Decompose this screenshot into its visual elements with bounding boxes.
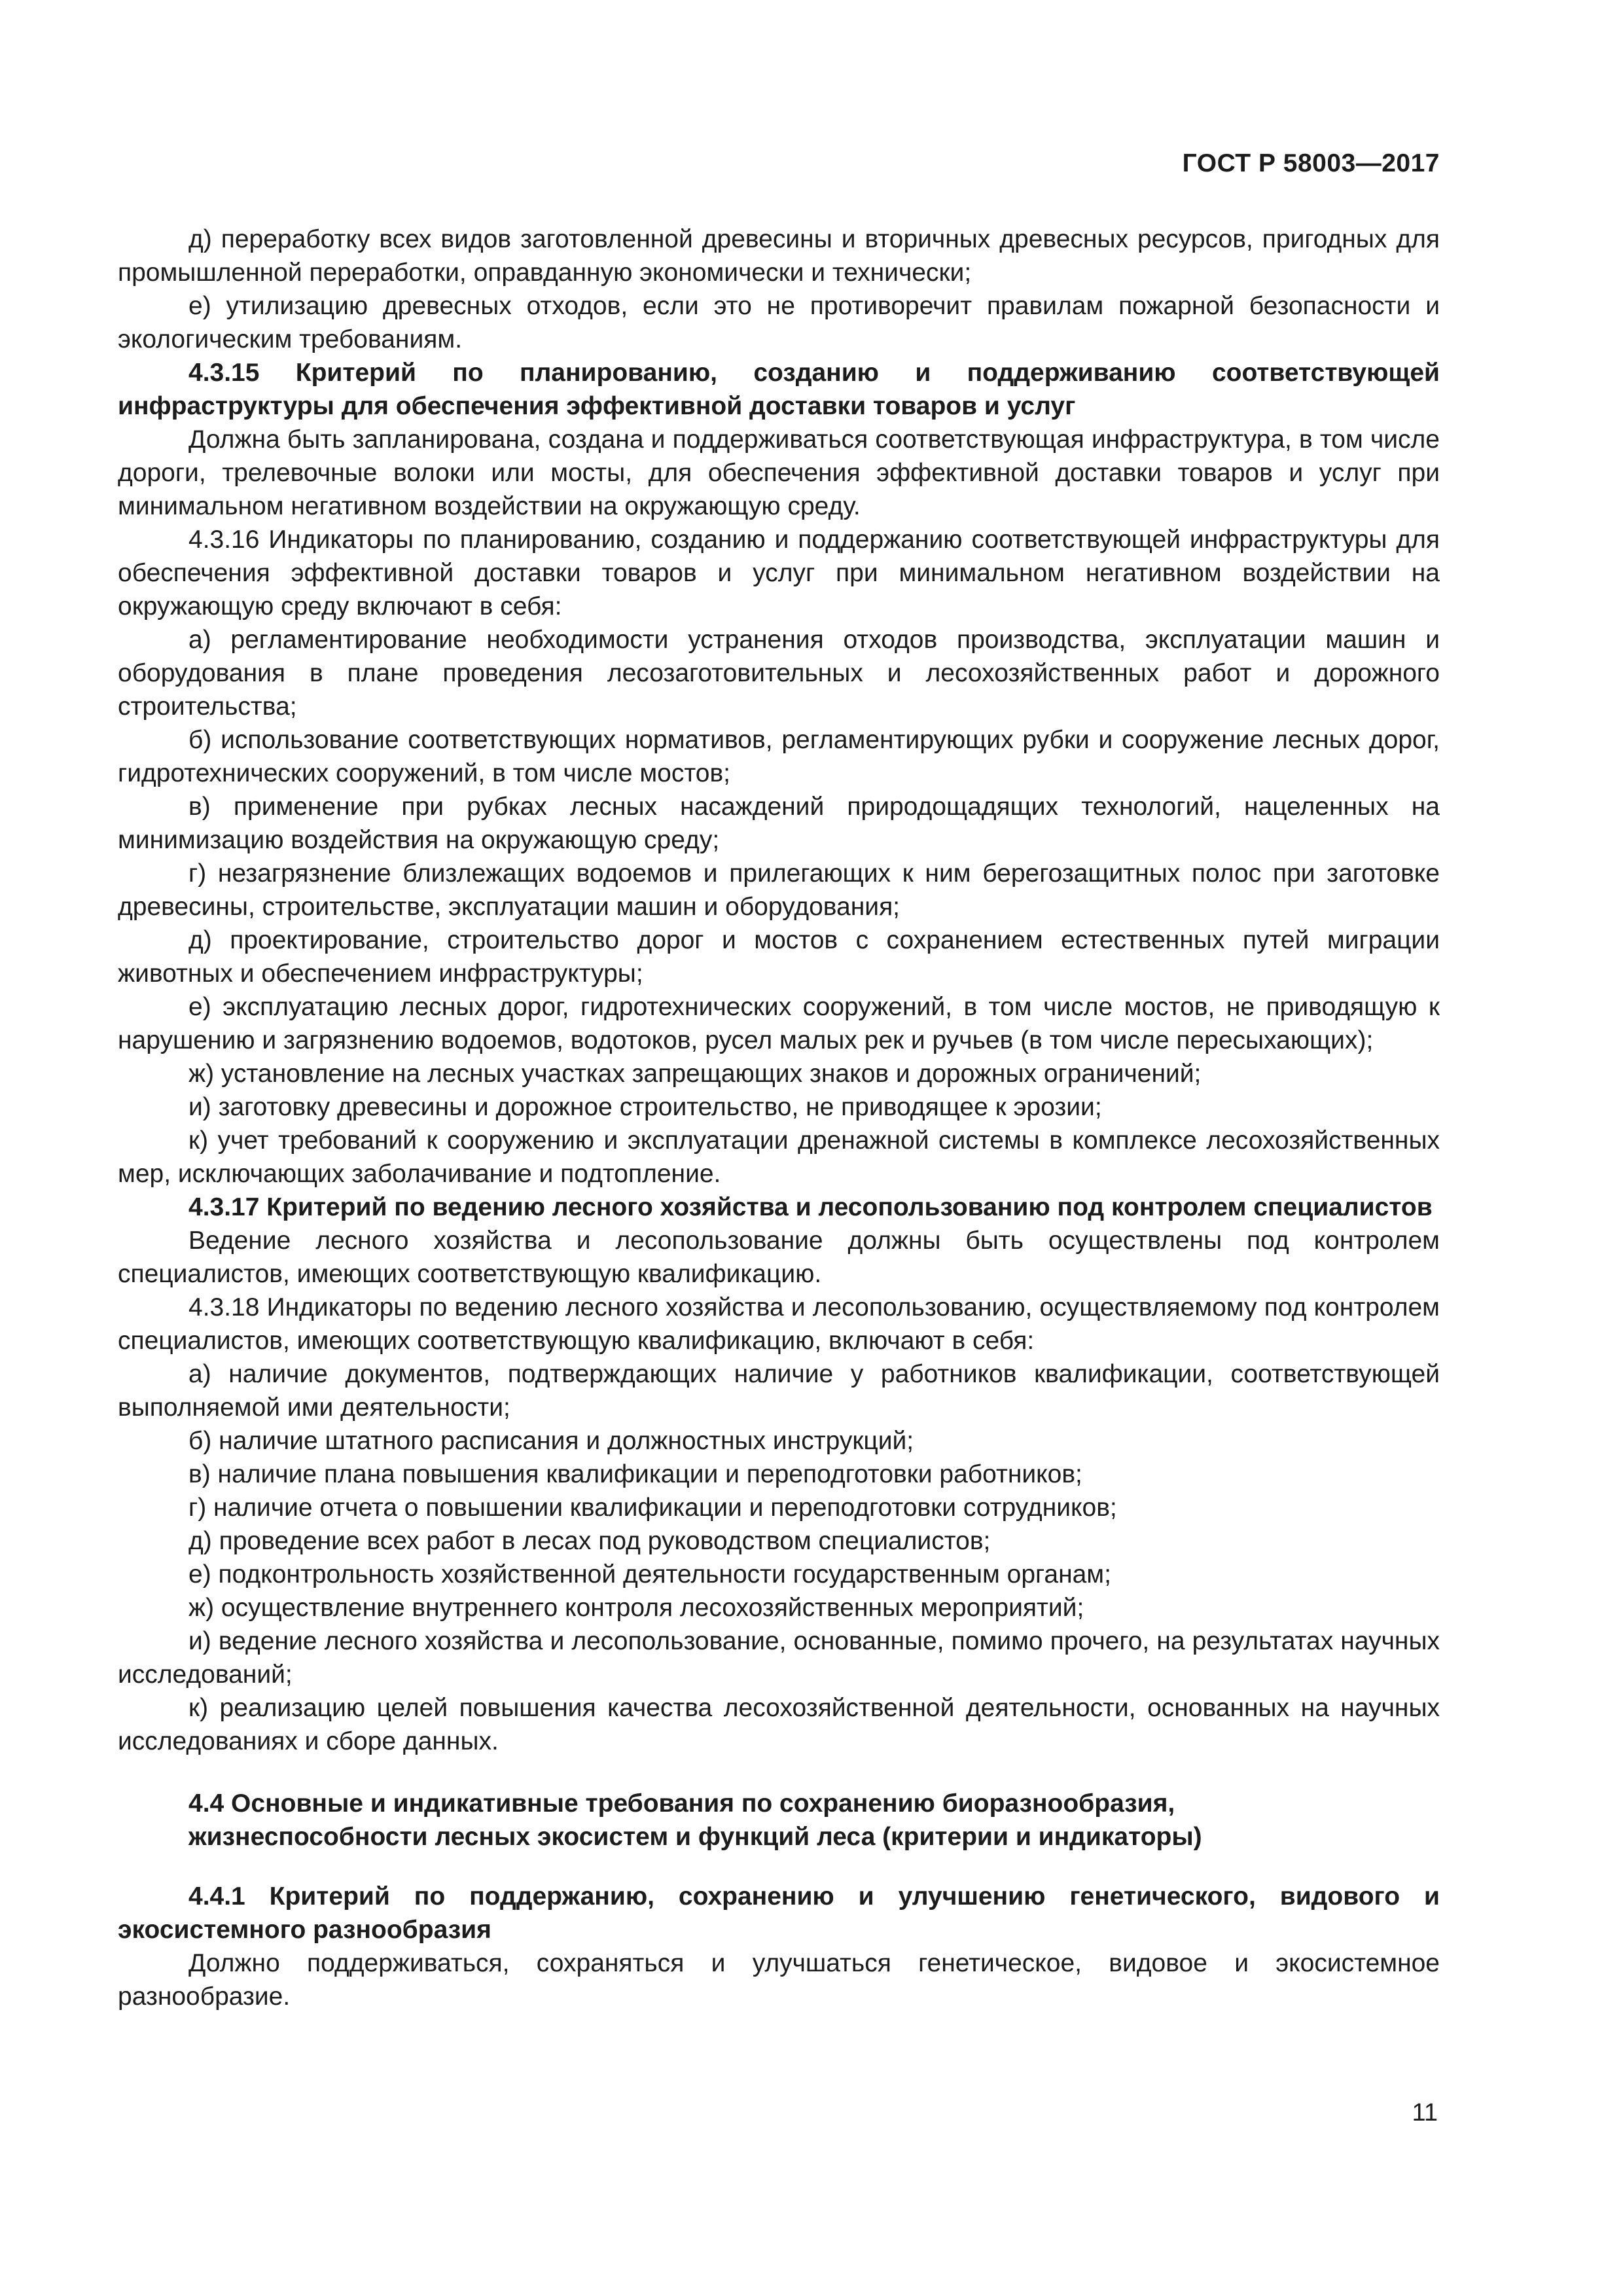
paragraph: Должно поддерживаться, сохраняться и улучшаться генетическое, видовое и экосистемное разнообразие. [118,1949,1440,2011]
section-heading [118,1787,1440,1854]
list-item: д) проектирование, строительство дорог и мостов с сохранением естественных путей миграции животных и обеспечением инфраструктуры; [118,926,1440,988]
list-item: и) заготовку древесины и дорожное строительство, не приводящее к эрозии; [188,1093,1102,1121]
criterion-heading: 4.4.1 Критерий по поддержанию, сохранению и улучшению генетического, видового и экосистемного разнообразия [118,1882,1440,1944]
list-item: ж) осуществление внутреннего контроля лесохозяйственных мероприятий; [188,1594,1084,1622]
paragraph: е) утилизацию древесных отходов, если это не противоречит правилам пожарной безопасности и экологическим требованиям. [118,292,1440,353]
paragraph: 4.3.16 Индикаторы по планированию, созданию и поддержанию соответствующей инфраструктуры для обеспечения эффективной доставки товаров и услуг при минимальном негативном воздействии на окружающую среду включают в себя: [118,526,1440,620]
paragraph: Ведение лесного хозяйства и лесопользование должны быть осуществлены под контролем специалистов, имеющих соответствующую квалификацию. [118,1227,1440,1288]
section-heading-line-1: 4.4 Основные и индикативные требования по сохранению биоразнообразия, [188,1789,1175,1818]
document-body [118,223,1440,2013]
list-item: в) наличие плана повышения квалификации и переподготовки работников; [188,1460,1082,1488]
criterion-heading: 4.3.15 Критерий по планированию, созданию и поддерживанию соответствующей инфраструктуры для обеспечения эффективной доставки товаров и услуг [118,359,1440,420]
list-item: а) наличие документов, подтверждающих наличие у работников квалификации, соответствующей выполняемой ими деятельности; [118,1360,1440,1422]
list-item: к) реализацию целей повышения качества лесохозяйственной деятельности, основанных на научных исследованиях и сборе данных. [118,1694,1440,1755]
list-item: е) эксплуатацию лесных дорог, гидротехнических сооружений, в том числе мостов, не приводящую к нарушению и загрязнению водоемов, водотоков, русел малых рек и ручьев (в том числе пересыхающих); [118,993,1440,1054]
list-item: б) использование соответствующих нормативов, регламентирующих рубки и сооружение лесных дорог, гидротехнических сооружений, в том числе мостов; [118,726,1440,787]
list-item: к) учет требований к сооружению и эксплуатации дренажной системы в комплексе лесохозяйственных мер, исключающих заболачивание и подтопление. [118,1126,1440,1188]
criterion-block [118,1880,1440,2013]
paragraph: Должна быть запланирована, создана и поддерживаться соответствующая инфраструктура, в том числе дороги, трелевочные волоки или мосты, для обеспечения эффективной доставки товаров и услуг при минимальном негативном воздействии на окружающую среду. [118,425,1440,520]
list-item: д) проведение всех работ в лесах под руководством специалистов; [188,1527,991,1555]
list-item: а) регламентирование необходимости устранения отходов производства, эксплуатации машин и оборудования в плане проведения лесозаготовительных и лесохозяйственных работ и дорожного строительства; [118,626,1440,721]
list-item: ж) установление на лесных участках запрещающих знаков и дорожных ограничений; [188,1060,1202,1088]
list-item: г) незагрязнение близлежащих водоемов и прилегающих к ним берегозащитных полос при заготовке древесины, строительстве, эксплуатации машин и оборудования; [118,859,1440,921]
list-item: и) ведение лесного хозяйства и лесопользование, основанные, помимо прочего, на результатах научных исследований; [118,1627,1440,1689]
paragraph: д) переработку всех видов заготовленной древесины и вторичных древесных ресурсов, пригодных для промышленной переработки, оправданную экономически и технически; [118,225,1440,287]
list-item: е) подконтрольность хозяйственной деятельности государственным органам; [188,1560,1111,1588]
section-heading-line-2: жизнеспособности лесных экосистем и функций леса (критерии и индикаторы) [188,1823,1202,1851]
list-item: в) применение при рубках лесных насаждений природощадящих технологий, нацеленных на минимизацию воздействия на окружающую среду; [118,793,1440,854]
page-number: 11 [1412,2099,1438,2126]
criterion-heading: 4.3.17 Критерий по ведению лесного хозяйства и лесопользованию под контролем специалистов [188,1193,1433,1221]
list-item: г) наличие отчета о повышении квалификации и переподготовки сотрудников; [188,1494,1117,1522]
list-item: б) наличие штатного расписания и должностных инструкций; [188,1427,914,1455]
paragraph: 4.3.18 Индикаторы по ведению лесного хозяйства и лесопользованию, осуществляемому под контролем специалистов, имеющих соответствующую квалификацию, включают в себя: [118,1293,1440,1355]
document-id-header: ГОСТ Р 58003—2017 [1182,149,1440,177]
